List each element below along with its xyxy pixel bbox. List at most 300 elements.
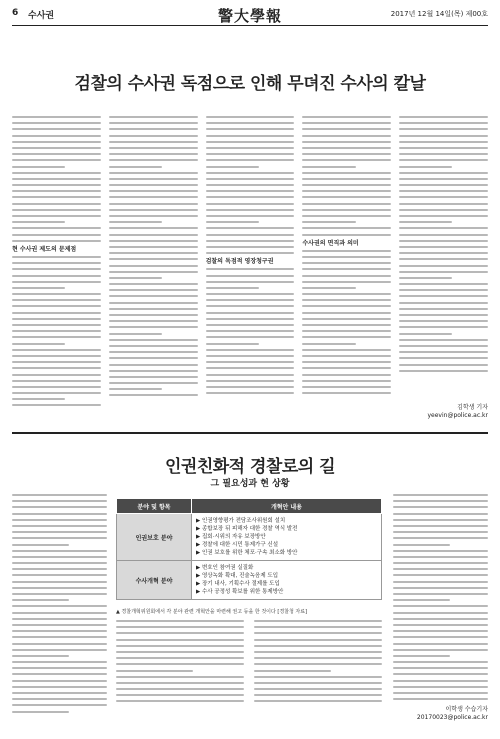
text-line [399,326,488,328]
text-line [399,351,488,353]
text-line [12,655,69,657]
text-line [109,178,198,180]
text-line [206,299,295,301]
table-header: 개혁안 내용 [192,499,382,514]
text-line [12,392,101,394]
text-line [302,275,391,277]
text-line [302,386,391,388]
text-line [399,246,488,248]
text-line [12,531,107,533]
text-line [12,704,107,706]
text-line [302,215,391,217]
text-line [12,374,101,376]
text-line [399,302,488,304]
text-line [12,287,65,289]
text-line [302,355,391,357]
text-line [109,240,198,242]
text-line [206,305,295,307]
text-line [393,618,488,620]
text-line [206,190,295,192]
text-line [399,314,488,316]
text-line [116,651,244,653]
article1-body [12,116,488,416]
text-line [399,277,452,279]
text-line [109,265,198,267]
text-line [302,159,391,161]
text-line [109,351,198,353]
text-line [399,333,452,335]
text-line [254,645,382,647]
text-line [12,305,101,307]
text-line [393,568,488,570]
text-line [206,324,295,326]
byline-email: 20170023@police.ac.kr [416,714,488,721]
text-line [399,221,452,223]
text-line [302,256,391,258]
text-line [12,128,101,130]
text-line [206,386,295,388]
page-number: 6 [12,8,19,18]
text-line [206,349,295,351]
text-line [12,240,101,242]
text-line [206,312,295,314]
text-line [393,593,488,595]
text-line [12,153,101,155]
text-line [393,655,450,657]
text-line [302,196,391,198]
text-line [12,673,107,675]
text-line [109,314,198,316]
text-line [302,343,355,345]
text-line [206,380,295,382]
text-line [393,636,488,638]
text-line [109,333,162,335]
text-line [254,682,382,684]
text-line [206,141,295,143]
text-line [206,172,295,174]
text-line [12,680,107,682]
text-line [12,686,107,688]
article1-byline [428,404,489,420]
text-line [302,324,391,326]
text-line [302,299,391,301]
text-line [12,268,101,270]
text-line [399,339,488,341]
text-line [109,209,198,211]
text-line [393,698,488,700]
text-line [399,283,488,285]
text-line [12,519,107,521]
text-line [206,281,295,283]
text-line [399,289,488,291]
text-line [116,688,244,690]
text-line [393,599,450,601]
text-line [206,361,295,363]
text-line [399,295,488,297]
text-line [206,234,295,236]
text-line [254,670,331,672]
text-line [206,153,295,155]
text-line [12,593,107,595]
text-line [393,649,488,651]
text-line [393,531,488,533]
text-line [12,698,107,700]
text-line [399,178,488,180]
text-line [206,240,295,242]
text-line [302,380,391,382]
text-line [206,196,295,198]
text-line [254,663,382,665]
table-item: ▶ 집회·시위의 자유 보장방안 [196,534,266,540]
text-line [12,711,69,713]
table-caption: ▲ 경찰개혁위원회에서 각 분야 관련 개혁안을 마련해 권고 등을 한 것이다 [경찰청 자료] [116,609,308,615]
text-line [302,250,391,252]
text-line [12,349,101,351]
text-line [399,184,488,186]
text-line [302,281,391,283]
text-line [12,343,65,345]
text-line [393,667,488,669]
table-header: 분야 및 항목 [117,499,192,514]
text-line [399,172,488,174]
text-line [12,262,101,264]
text-line [12,234,101,236]
text-line [399,203,488,205]
text-line [393,519,488,521]
text-line [254,657,382,659]
text-line [302,312,391,314]
text-line [206,122,295,124]
text-line [302,178,391,180]
text-line [399,320,488,322]
text-line [116,657,244,659]
text-line [109,295,198,297]
table-item: ▶ 장기 내사, 기획수사 절제를 도입 [196,581,280,587]
text-line [109,394,198,396]
text-line [116,632,244,634]
page-header [12,7,488,25]
text-line [302,349,391,351]
table-row [117,514,382,561]
text-line [12,568,107,570]
text-line [109,277,162,279]
text-line [12,599,69,601]
text-line [109,246,198,248]
text-line [12,116,101,118]
text-line [206,135,295,137]
text-line [12,336,101,338]
text-line [393,661,488,663]
text-line [12,494,107,496]
text-line [206,166,259,168]
text-line [302,147,391,149]
text-line [393,544,450,546]
text-line [206,184,295,186]
text-line [302,374,391,376]
text-line [393,587,488,589]
text-line [393,513,488,515]
text-line [206,343,259,345]
text-line [399,153,488,155]
table-item: ▶ 인권 보호를 위한 체포·구속 최소화 방안 [196,550,298,556]
text-line [302,122,391,124]
text-line [109,196,198,198]
table-row [117,561,382,600]
text-line [116,670,193,672]
text-line [109,221,162,223]
text-line [12,147,101,149]
text-line [399,227,488,229]
reform-table [116,498,382,600]
text-line [109,153,198,155]
text-line [109,147,198,149]
article2-byline [417,706,488,722]
text-line [116,620,244,622]
article1-column [109,116,198,416]
text-line [254,639,382,641]
byline-name: 김학생 기자 [457,404,488,411]
header-rule [12,25,488,26]
text-line [399,271,488,273]
subhead: 현 수사권 제도의 문제점 [12,245,77,253]
text-line [12,581,107,583]
text-line [12,361,101,363]
text-line [12,312,101,314]
text-line [12,256,101,258]
text-line [12,380,101,382]
text-line [206,147,295,149]
text-line [12,293,101,295]
text-line [399,141,488,143]
table-category: 수사개혁 분야 [117,561,192,600]
text-line [109,289,198,291]
text-line [302,234,391,236]
text-line [302,172,391,174]
article2-column [12,494,107,717]
text-line [12,184,101,186]
text-line [393,680,488,682]
table-item: ▶ 수사 공정성 확보를 위한 통제방안 [196,589,284,595]
text-line [12,159,101,161]
text-line [206,215,295,217]
text-line [12,500,107,502]
text-line [12,386,101,388]
text-line [393,673,488,675]
text-line [12,172,101,174]
text-line [12,513,107,515]
text-line [109,172,198,174]
text-line [399,209,488,211]
text-line [393,556,488,558]
text-line [302,262,391,264]
text-line [12,661,107,663]
text-line [254,651,382,653]
text-line [302,203,391,205]
table-item: ▶ 영상녹화 확대, 진술녹음제 도입 [196,573,279,579]
text-line [206,355,295,357]
text-line [254,694,382,696]
text-line [116,700,244,702]
text-line [109,203,198,205]
text-line [109,159,198,161]
text-line [393,550,488,552]
text-line [12,215,101,217]
byline-email: yeevin@police.ac.kr [427,412,488,419]
text-line [12,398,65,400]
text-line [12,318,101,320]
article1-column [206,116,295,416]
text-line [12,324,101,326]
text-line [399,357,488,359]
text-line [12,299,101,301]
text-line [399,364,488,366]
text-line [12,166,65,168]
text-line [206,392,295,394]
text-line [399,190,488,192]
text-line [206,159,295,161]
text-line [302,287,355,289]
text-line [206,116,295,118]
text-line [206,275,295,277]
text-line [399,265,488,267]
text-line [12,618,107,620]
text-line [302,166,355,168]
text-line [12,630,107,632]
text-line [254,632,382,634]
text-line [109,128,198,130]
text-line [109,364,198,366]
text-line [109,370,198,372]
text-line [206,209,295,211]
newspaper-logo: 警大學報 [217,7,283,25]
text-line [393,562,488,564]
text-line [399,116,488,118]
article2-body-lower [116,620,382,715]
text-line [254,700,382,702]
text-line [399,122,488,124]
text-line [399,147,488,149]
byline-name: 이학생 수습기자 [445,706,488,713]
text-line [206,128,295,130]
text-line [302,116,391,118]
text-line [109,116,198,118]
text-line [12,506,107,508]
text-line [302,318,391,320]
text-line [393,506,488,508]
article1-column [399,116,488,416]
text-line [399,240,488,242]
text-line [206,330,295,332]
article2-column [116,620,244,707]
text-line [109,302,198,304]
text-line [116,639,244,641]
text-line [12,537,107,539]
table-items [192,561,382,600]
text-line [12,221,65,223]
text-line [116,682,244,684]
text-line [206,221,259,223]
text-line [302,227,391,229]
text-line [302,293,391,295]
text-line [393,686,488,688]
text-line [206,374,295,376]
text-line [302,153,391,155]
text-line [206,293,295,295]
text-line [109,320,198,322]
text-line [12,643,107,645]
text-line [399,234,488,236]
table-item: ▶ 변호인 참여권 실질화 [196,565,254,571]
table-item: ▶ 경찰에 대한 시민 통제가구 신설 [196,542,279,548]
issue-date: 2017년 12월 14일(목) 제00호 [390,10,488,18]
text-line [302,336,391,338]
text-line [254,620,382,622]
text-line [399,308,488,310]
text-line [116,645,244,647]
text-line [109,190,198,192]
article2-subtitle: 그 필요성과 현 상황 [210,479,290,489]
text-line [12,203,101,205]
text-line [12,649,107,651]
text-line [12,525,107,527]
text-line [254,626,382,628]
text-line [12,550,107,552]
text-line [109,271,198,273]
table-item: ▶ 인권영향평가 전담조사위원회 설치 [196,518,286,524]
text-line [12,544,69,546]
text-line [12,667,107,669]
text-line [109,308,198,310]
text-line [393,574,488,576]
text-line [12,196,101,198]
text-line [399,370,488,372]
text-line [12,587,107,589]
text-line [206,367,295,369]
text-line [393,500,488,502]
text-line [109,166,162,168]
text-line [12,404,101,406]
article1-column [302,116,391,416]
text-line [302,135,391,137]
text-line [109,184,198,186]
text-line [302,190,391,192]
text-line [399,128,488,130]
text-line [109,326,198,328]
text-line [109,357,198,359]
text-line [109,135,198,137]
text-line [12,624,107,626]
text-line [399,258,488,260]
article1-title: 검찰의 수사권 독점으로 인해 무뎌진 수사의 칼날 [74,74,426,94]
section-divider [12,432,488,434]
text-line [109,388,162,390]
text-line [399,345,488,347]
text-line [12,605,107,607]
text-line [302,392,391,394]
text-line [12,692,107,694]
text-line [206,287,259,289]
text-line [12,135,101,137]
text-line [302,367,391,369]
subhead: 수사권의 면직과 의미 [302,239,359,247]
text-line [393,612,488,614]
text-line [399,159,488,161]
text-line [302,128,391,130]
table-category: 인권보호 분야 [117,514,192,561]
text-line [12,330,101,332]
article2-column [254,620,382,707]
text-line [206,268,295,270]
